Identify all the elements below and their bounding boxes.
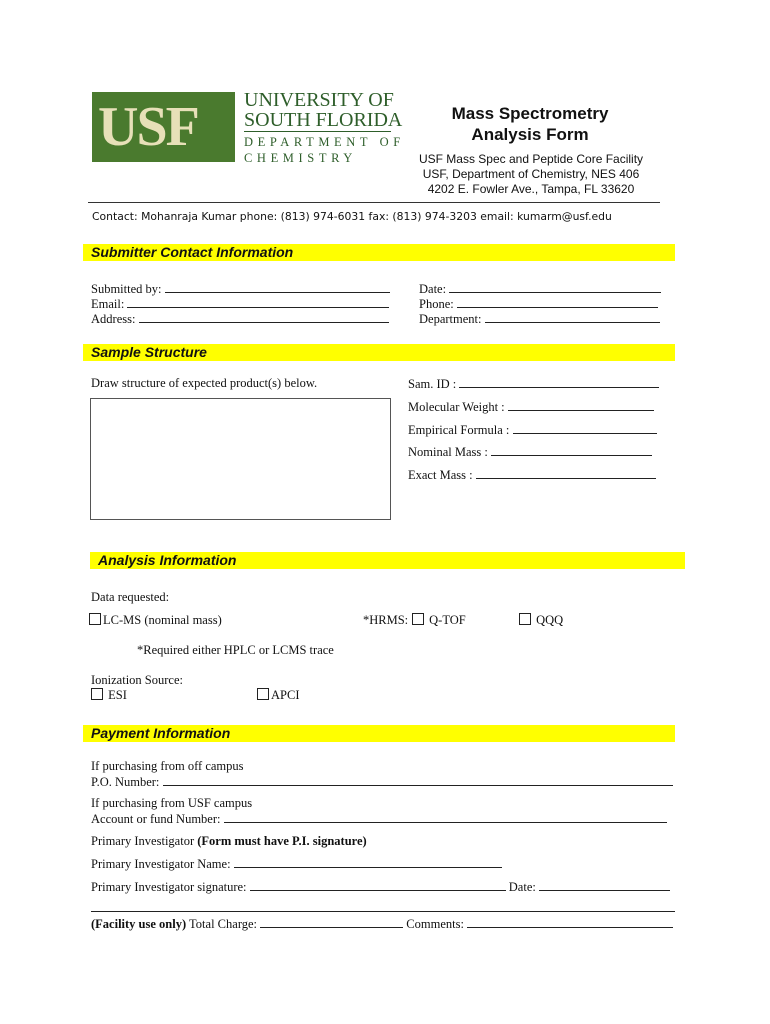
apci-label: APCI	[271, 688, 300, 702]
facility-address	[400, 152, 662, 197]
pi-signature-note: (Form must have P.I. signature)	[197, 834, 367, 848]
po-number-line[interactable]	[163, 774, 673, 786]
section-bar-submitter	[83, 244, 675, 261]
pi-signature-label: Primary Investigator signature:	[91, 880, 247, 894]
draw-instruction: Draw structure of expected product(s) below.	[91, 376, 318, 390]
pi-name-line[interactable]	[234, 856, 502, 868]
lcms-checkbox[interactable]	[89, 613, 101, 625]
logo-letters: USF	[98, 96, 198, 158]
phone-label: Phone:	[419, 297, 454, 311]
pi-signature-line[interactable]	[250, 879, 506, 891]
facility-line2: USF, Department of Chemistry, NES 406	[422, 167, 640, 181]
qtof-option[interactable]	[412, 613, 466, 628]
qtof-checkbox[interactable]	[412, 613, 424, 625]
account-number-line[interactable]	[224, 811, 667, 823]
section-heading-payment: Payment Information	[91, 725, 231, 741]
sam-id-line[interactable]	[459, 376, 659, 388]
nominal-mass-label: Nominal Mass :	[408, 445, 488, 459]
contact-line: Contact: Mohanraja Kumar phone: (813) 974-6031 fax: (813) 974-3203 email: kumarm@usf.edu	[92, 210, 612, 223]
comments-label: Comments:	[406, 917, 464, 931]
phone-field[interactable]	[419, 296, 658, 312]
section-heading-submitter: Submitter Contact Information	[91, 244, 294, 260]
account-number-field[interactable]	[91, 811, 667, 827]
email-label: Email:	[91, 297, 125, 311]
facility-line1: USF Mass Spec and Peptide Core Facility	[418, 152, 644, 166]
title-line2: Analysis Form	[471, 125, 589, 144]
po-number-label: P.O. Number:	[91, 775, 160, 789]
section-bar-payment	[83, 725, 675, 742]
department-field[interactable]	[419, 311, 660, 327]
date-field[interactable]	[419, 281, 661, 297]
facility-line3: 4202 E. Fowler Ave., Tampa, FL 33620	[427, 182, 635, 196]
hrms-label: *HRMS:	[363, 613, 409, 627]
phone-line[interactable]	[457, 296, 658, 308]
apci-option[interactable]	[257, 688, 299, 703]
address-field[interactable]	[91, 311, 389, 327]
facility-use-row	[91, 916, 673, 932]
pi-signature-field[interactable]	[91, 879, 670, 895]
pi-heading	[91, 834, 367, 849]
facility-divider	[91, 911, 675, 912]
qqq-label: QQQ	[536, 613, 564, 627]
apci-checkbox[interactable]	[257, 688, 269, 700]
header-divider	[88, 202, 660, 203]
exact-mass-label: Exact Mass :	[408, 468, 473, 482]
empirical-formula-line[interactable]	[513, 422, 657, 434]
sam-id-label: Sam. ID :	[408, 377, 457, 391]
molecular-weight-label: Molecular Weight :	[408, 400, 505, 414]
logo-department-line1: DEPARTMENT OF	[244, 135, 405, 149]
email-line[interactable]	[127, 296, 389, 308]
date-line[interactable]	[449, 281, 661, 293]
esi-checkbox[interactable]	[91, 688, 103, 700]
comments-line[interactable]	[467, 916, 673, 928]
molecular-weight-field[interactable]	[408, 399, 654, 415]
usf-campus-label: If purchasing from USF campus	[91, 796, 253, 810]
nominal-mass-field[interactable]	[408, 444, 652, 460]
account-number-label: Account or fund Number:	[91, 812, 221, 826]
title-line1: Mass Spectrometry	[451, 104, 609, 123]
department-label: Department:	[419, 312, 482, 326]
facility-use-label: (Facility use only)	[91, 917, 187, 931]
total-charge-label: Total Charge:	[189, 917, 258, 931]
esi-option[interactable]	[91, 688, 127, 703]
submitted-by-line[interactable]	[165, 281, 390, 293]
email-field[interactable]	[91, 296, 389, 312]
section-heading-analysis: Analysis Information	[98, 552, 237, 568]
logo-department	[244, 134, 405, 166]
po-number-field[interactable]	[91, 774, 673, 790]
logo-university-line2: SOUTH FLORIDA	[244, 109, 403, 131]
section-bar-analysis	[90, 552, 685, 569]
lcms-option[interactable]	[89, 613, 222, 628]
empirical-formula-label: Empirical Formula :	[408, 423, 510, 437]
section-heading-sample: Sample Structure	[91, 344, 207, 360]
address-label: Address:	[91, 312, 136, 326]
pi-label: Primary Investigator	[91, 834, 195, 848]
data-requested-label: Data requested:	[91, 590, 170, 604]
exact-mass-line[interactable]	[476, 467, 656, 479]
logo-university-line1: UNIVERSITY OF	[244, 89, 394, 111]
ionization-source-label: Ionization Source:	[91, 673, 183, 687]
sam-id-field[interactable]	[408, 376, 659, 392]
qqq-checkbox[interactable]	[519, 613, 531, 625]
address-line[interactable]	[139, 311, 389, 323]
qqq-option[interactable]	[519, 613, 563, 628]
usf-logo	[92, 92, 235, 162]
exact-mass-field[interactable]	[408, 467, 656, 483]
required-note: *Required either HPLC or LCMS trace	[137, 643, 334, 657]
section-bar-sample	[83, 344, 675, 361]
signature-date-line[interactable]	[539, 879, 670, 891]
lcms-label: LC-MS (nominal mass)	[103, 613, 222, 627]
page-title	[410, 103, 650, 145]
submitted-by-label: Submitted by:	[91, 282, 162, 296]
pi-name-field[interactable]	[91, 856, 502, 872]
department-line[interactable]	[485, 311, 660, 323]
structure-drawing-area[interactable]	[90, 398, 391, 520]
logo-department-line2: CHEMISTRY	[244, 151, 357, 165]
esi-label: ESI	[108, 688, 127, 702]
nominal-mass-line[interactable]	[491, 444, 652, 456]
empirical-formula-field[interactable]	[408, 422, 657, 438]
pi-name-label: Primary Investigator Name:	[91, 857, 231, 871]
total-charge-line[interactable]	[260, 916, 403, 928]
signature-date-label: Date:	[508, 880, 536, 894]
qtof-label: Q-TOF	[429, 613, 466, 627]
date-label: Date:	[419, 282, 447, 296]
submitted-by-field[interactable]	[91, 281, 390, 297]
molecular-weight-line[interactable]	[508, 399, 654, 411]
off-campus-label: If purchasing from off campus	[91, 759, 244, 773]
logo-divider	[244, 131, 391, 132]
logo-university-name	[244, 90, 402, 130]
